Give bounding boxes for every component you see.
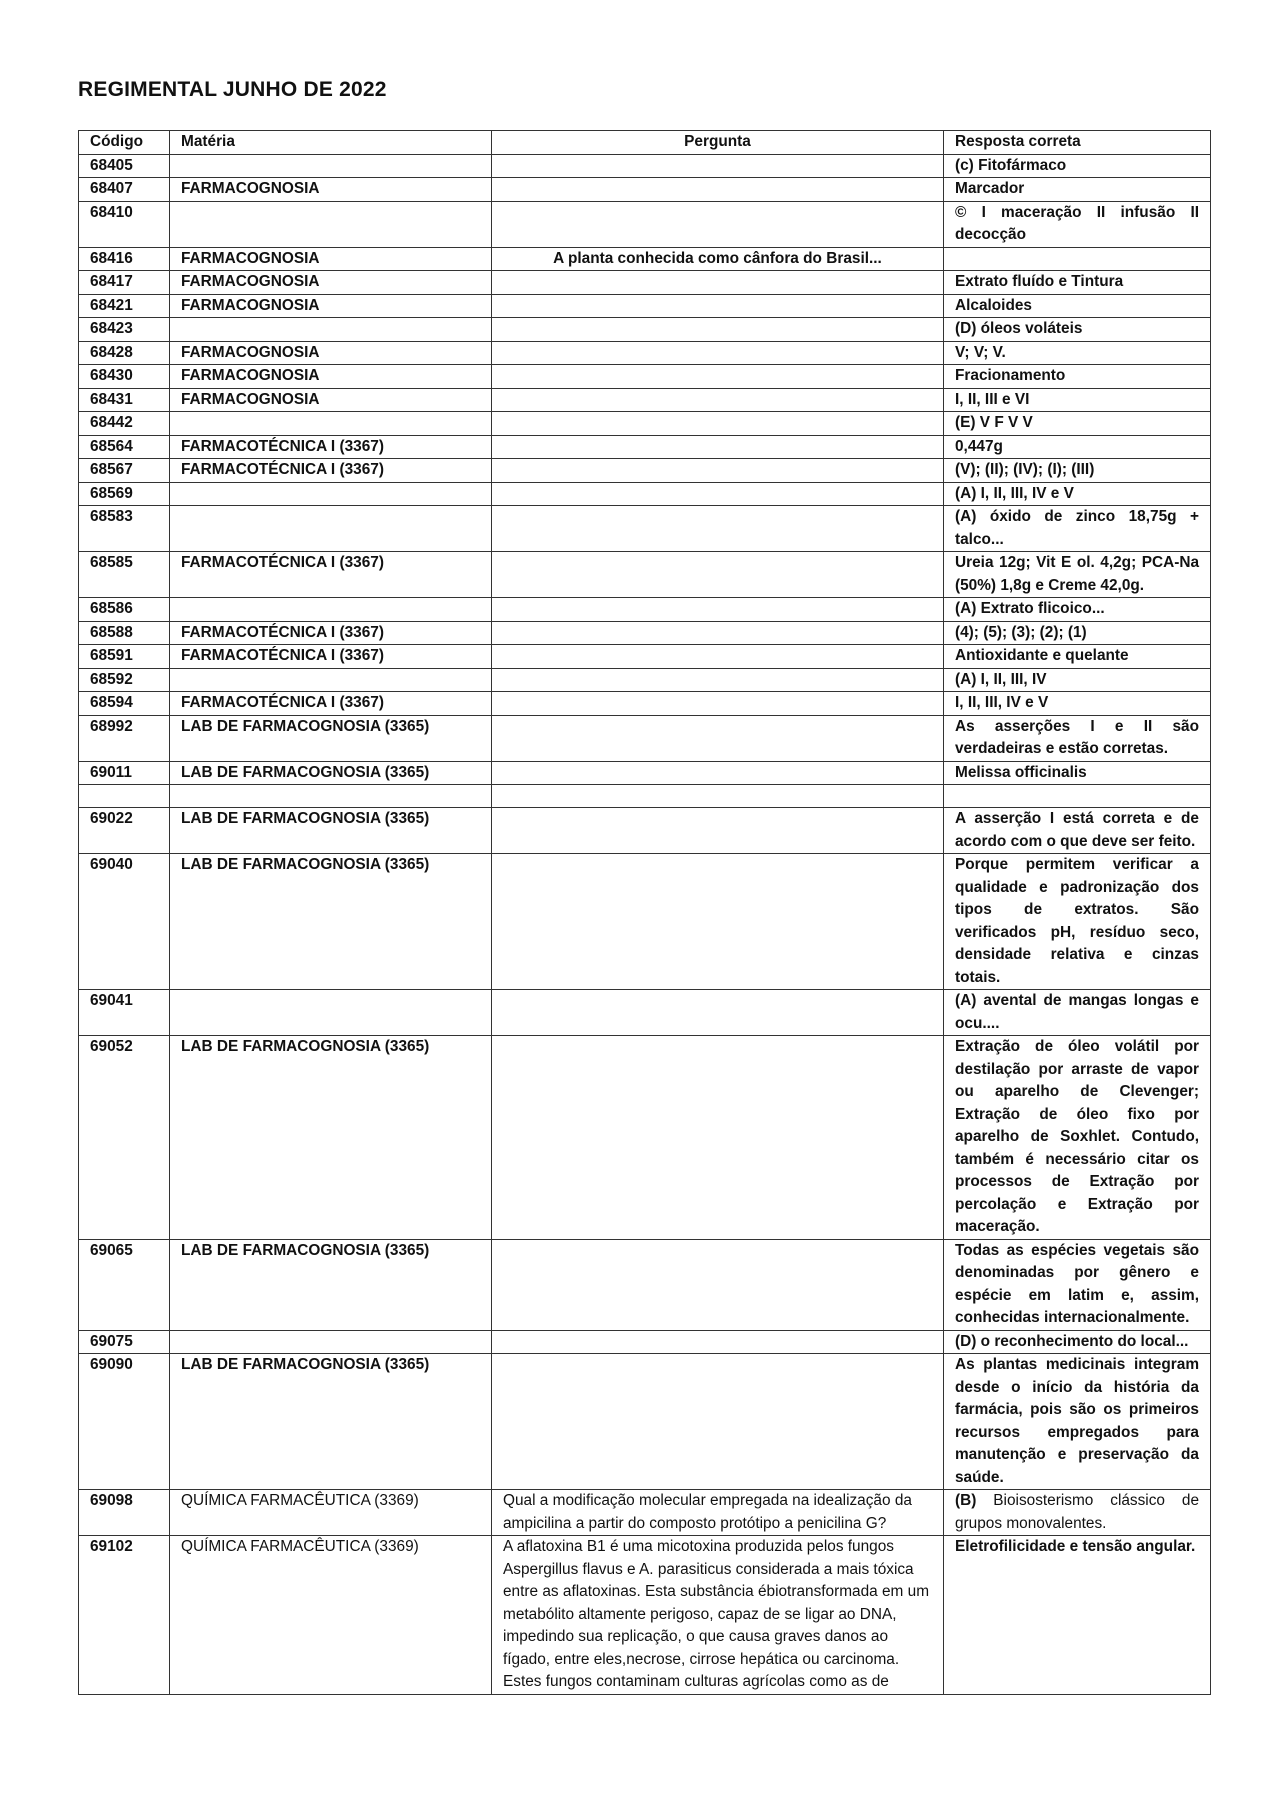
header-subject: Matéria [170,131,492,155]
cell-question [492,435,944,459]
answer-option-letter: (B) [955,1492,977,1509]
table-row [79,808,1211,854]
cell-question [492,990,944,1036]
cell-subject [170,598,492,622]
cell-subject: LAB DE FARMACOGNOSIA (3365) [170,1036,492,1240]
cell-answer [944,247,1211,271]
cell-question [492,692,944,716]
table-row-empty [79,785,1211,808]
cell-question [492,271,944,295]
cell-answer: Ureia 12g; Vit E ol. 4,2g; PCA-Na (50%) 1,8g e Creme 42,0g. [944,552,1211,598]
cell-subject: FARMACOGNOSIA [170,247,492,271]
table-row [79,318,1211,342]
cell-answer: Porque permitem verificar a qualidade e padronização dos tipos de extratos. São verificados pH, resíduo seco, densidade relativa e cinzas totais. [944,854,1211,990]
cell-subject: LAB DE FARMACOGNOSIA (3365) [170,854,492,990]
cell-answer: Extração de óleo volátil por destilação por arraste de vapor ou aparelho de Clevenger; Extração de óleo fixo por aparelho de Soxhlet. Contudo, também é necessário citar os processos de Extração por percolação e Extração por maceração. [944,1036,1211,1240]
cell-subject [170,154,492,178]
answers-table [78,130,1211,1695]
table-row [79,1490,1211,1536]
cell-subject: LAB DE FARMACOGNOSIA (3365) [170,808,492,854]
cell-question: A planta conhecida como cânfora do Brasil... [492,247,944,271]
table-row [79,761,1211,785]
cell-code: 68423 [79,318,170,342]
cell-subject [170,201,492,247]
header-answer: Resposta correta [944,131,1211,155]
cell-question [492,459,944,483]
cell-subject [170,1330,492,1354]
cell-code: 68428 [79,341,170,365]
cell-question [492,388,944,412]
table-row [79,412,1211,436]
cell-question [492,645,944,669]
cell-answer: (A) Extrato flicoico... [944,598,1211,622]
cell-question [492,201,944,247]
cell-answer: (E) V F V V [944,412,1211,436]
cell-answer: Extrato fluído e Tintura [944,271,1211,295]
cell-subject: FARMACOTÉCNICA I (3367) [170,552,492,598]
cell-code: 69098 [79,1490,170,1536]
table-row [79,990,1211,1036]
cell-answer: (A) I, II, III, IV [944,668,1211,692]
cell-answer: I, II, III, IV e V [944,692,1211,716]
cell-answer: As asserções I e II são verdadeiras e estão corretas. [944,715,1211,761]
cell-subject [170,990,492,1036]
table-row [79,1536,1211,1695]
cell-subject: FARMACOGNOSIA [170,271,492,295]
cell-code: 68564 [79,435,170,459]
cell-subject: FARMACOTÉCNICA I (3367) [170,435,492,459]
cell-answer: Melissa officinalis [944,761,1211,785]
cell-question: Qual a modificação molecular empregada na idealização da ampicilina a partir do composto protótipo a penicilina G? [492,1490,944,1536]
cell-subject: FARMACOGNOSIA [170,365,492,389]
cell-question [492,808,944,854]
cell-answer [944,1490,1211,1536]
answer-text: Bioisosterismo clássico de grupos monovalentes. [955,1492,1200,1532]
table-row [79,482,1211,506]
cell-code: 68992 [79,715,170,761]
table-row [79,388,1211,412]
header-code: Código [79,131,170,155]
cell-subject: QUÍMICA FARMACÊUTICA (3369) [170,1490,492,1536]
cell-code: 69041 [79,990,170,1036]
cell-code: 68588 [79,621,170,645]
cell-subject: FARMACOGNOSIA [170,341,492,365]
cell-answer: Todas as espécies vegetais são denominadas por gênero e espécie em latim e, assim, conhecidas internacionalmente. [944,1239,1211,1330]
cell-question [492,412,944,436]
table-row [79,1239,1211,1330]
cell-subject: FARMACOTÉCNICA I (3367) [170,621,492,645]
cell-code: 68430 [79,365,170,389]
cell-code: 68594 [79,692,170,716]
table-row [79,1036,1211,1240]
cell-code: 69040 [79,854,170,990]
cell-answer: (4); (5); (3); (2); (1) [944,621,1211,645]
cell-code: 68585 [79,552,170,598]
table-row [79,365,1211,389]
cell-question [492,1330,944,1354]
cell-question [492,1354,944,1490]
cell-answer [944,785,1211,808]
cell-answer: (D) o reconhecimento do local... [944,1330,1211,1354]
cell-code: 68417 [79,271,170,295]
cell-answer: Fracionamento [944,365,1211,389]
cell-subject [170,785,492,808]
cell-code: 69065 [79,1239,170,1330]
table-row [79,247,1211,271]
cell-subject [170,412,492,436]
cell-answer: Eletrofilicidade e tensão angular. [944,1536,1211,1695]
cell-code: 69075 [79,1330,170,1354]
header-question: Pergunta [492,131,944,155]
cell-answer: (A) óxido de zinco 18,75g + talco... [944,506,1211,552]
cell-question [492,854,944,990]
cell-question [492,154,944,178]
cell-question [492,715,944,761]
cell-question [492,482,944,506]
cell-code: 68592 [79,668,170,692]
table-row [79,854,1211,990]
table-row [79,294,1211,318]
table-row [79,459,1211,483]
table-row [79,692,1211,716]
document-title: REGIMENTAL JUNHO DE 2022 [78,78,387,101]
table-row [79,271,1211,295]
cell-code [79,785,170,808]
cell-code: 69011 [79,761,170,785]
cell-answer: (D) óleos voláteis [944,318,1211,342]
cell-question [492,1036,944,1240]
cell-subject: LAB DE FARMACOGNOSIA (3365) [170,1239,492,1330]
cell-subject: LAB DE FARMACOGNOSIA (3365) [170,715,492,761]
cell-subject: FARMACOTÉCNICA I (3367) [170,459,492,483]
cell-question [492,552,944,598]
table-row [79,506,1211,552]
cell-code: 68583 [79,506,170,552]
table-row [79,341,1211,365]
cell-answer: © I maceração II infusão II decocção [944,201,1211,247]
cell-code: 68407 [79,178,170,202]
cell-question [492,621,944,645]
cell-code: 68405 [79,154,170,178]
table-row [79,1330,1211,1354]
cell-subject [170,506,492,552]
cell-answer: V; V; V. [944,341,1211,365]
cell-subject: QUÍMICA FARMACÊUTICA (3369) [170,1536,492,1695]
cell-subject: FARMACOGNOSIA [170,294,492,318]
table-row [79,1354,1211,1490]
cell-code: 68591 [79,645,170,669]
cell-question [492,668,944,692]
cell-subject [170,318,492,342]
cell-answer: Antioxidante e quelante [944,645,1211,669]
cell-question [492,506,944,552]
cell-subject: FARMACOTÉCNICA I (3367) [170,645,492,669]
cell-code: 68421 [79,294,170,318]
cell-question [492,761,944,785]
cell-code: 69022 [79,808,170,854]
cell-answer: I, II, III e VI [944,388,1211,412]
table-row [79,154,1211,178]
cell-answer: A asserção I está correta e de acordo com o que deve ser feito. [944,808,1211,854]
cell-answer: Marcador [944,178,1211,202]
cell-answer: (A) avental de mangas longas e ocu.... [944,990,1211,1036]
cell-question [492,785,944,808]
table-row [79,552,1211,598]
table-row [79,645,1211,669]
cell-question [492,1239,944,1330]
table-row [79,201,1211,247]
cell-question [492,598,944,622]
cell-answer: As plantas medicinais integram desde o início da história da farmácia, pois são os primeiros recursos empregados para manutenção e preservação da saúde. [944,1354,1211,1490]
table-row [79,621,1211,645]
table-row [79,715,1211,761]
cell-question [492,178,944,202]
cell-answer: 0,447g [944,435,1211,459]
cell-subject: LAB DE FARMACOGNOSIA (3365) [170,761,492,785]
cell-code: 68431 [79,388,170,412]
cell-code: 68567 [79,459,170,483]
cell-question [492,294,944,318]
cell-subject: LAB DE FARMACOGNOSIA (3365) [170,1354,492,1490]
cell-code: 68569 [79,482,170,506]
cell-code: 69102 [79,1536,170,1695]
cell-answer: (c) Fitofármaco [944,154,1211,178]
cell-code: 68410 [79,201,170,247]
table-header-row [79,131,1211,155]
cell-subject [170,668,492,692]
cell-answer: (V); (II); (IV); (I); (III) [944,459,1211,483]
table-row [79,435,1211,459]
cell-question [492,318,944,342]
cell-code: 69090 [79,1354,170,1490]
table-row [79,668,1211,692]
cell-code: 68586 [79,598,170,622]
table-row [79,598,1211,622]
cell-subject: FARMACOGNOSIA [170,178,492,202]
table-row [79,178,1211,202]
cell-code: 68416 [79,247,170,271]
cell-subject: FARMACOTÉCNICA I (3367) [170,692,492,716]
cell-answer: Alcaloides [944,294,1211,318]
cell-question: A aflatoxina B1 é uma micotoxina produzida pelos fungos Aspergillus flavus e A. parasiticus considerada a mais tóxica entre as aflatoxinas. Esta substância ébiotransformada em um metabólito altamente perigoso, capaz de se ligar ao DNA, impedindo sua replicação, o que causa graves danos ao fígado, entre eles,necrose, cirrose hepática ou carcinoma. Estes fungos contaminam culturas agrícolas como as de [492,1536,944,1695]
cell-code: 68442 [79,412,170,436]
cell-question [492,365,944,389]
cell-answer: (A) I, II, III, IV e V [944,482,1211,506]
cell-code: 69052 [79,1036,170,1240]
cell-subject [170,482,492,506]
cell-question [492,341,944,365]
cell-subject: FARMACOGNOSIA [170,388,492,412]
